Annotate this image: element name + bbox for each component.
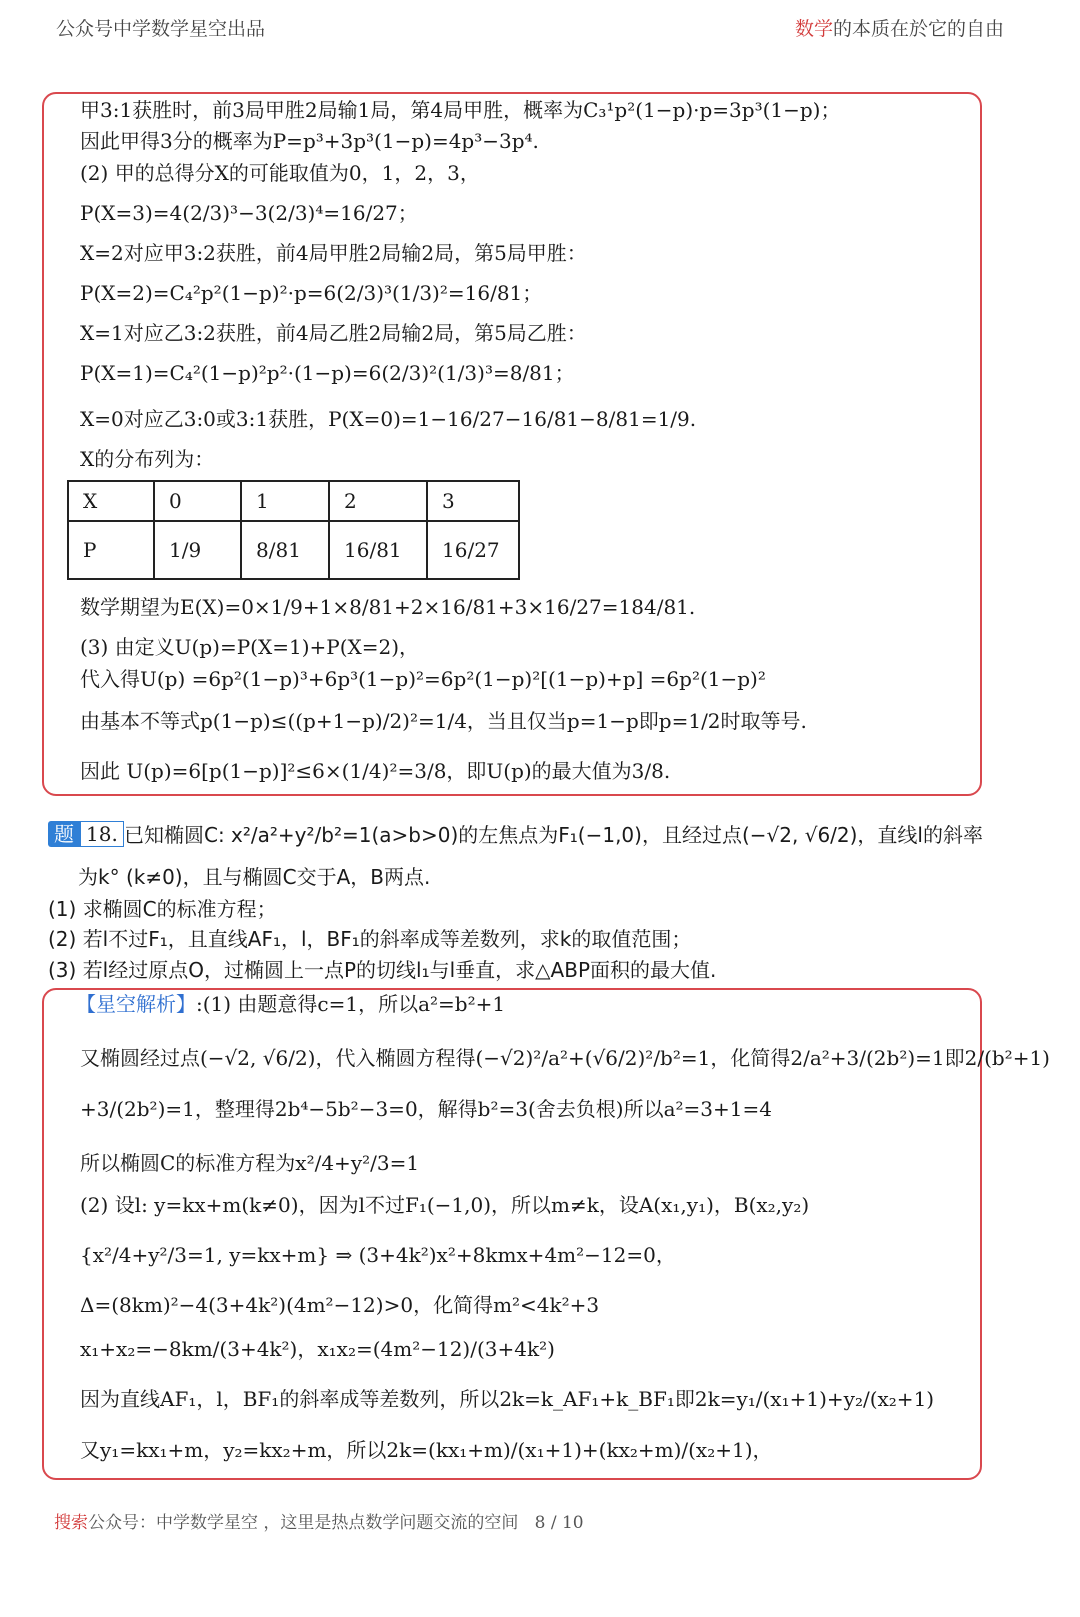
solution-line [76,991,505,1017]
solution-line: 由基本不等式p(1−p)≤((p+1−p)/2)²=1/4，当且仅当p=1−p即p=1/2时取等号. [80,709,807,733]
table-cell: X [68,481,154,521]
table-cell: 16/27 [427,521,519,579]
analysis-label: 【星空解析】 [76,992,196,1016]
analysis-text: :(1) 由题意得c=1，所以a²=b²+1 [196,992,506,1016]
solution-line: P(X=2)=C₄²p²(1−p)²·p=6(2/3)³(1/3)²=16/81； [80,281,543,305]
solution-line: X=0对应乙3:0或3:1获胜，P(X=0)=1−16/27−16/81−8/81=1/9. [80,407,697,431]
table-cell: 8/81 [241,521,329,579]
page-number: 8 / 10 [534,1513,584,1533]
solution-line: (2) 甲的总得分X的可能取值为0，1，2，3， [80,161,480,185]
problem-statement: 为k° (k≠0)，且与椭圆C交于A，B两点. [78,865,431,889]
problem-number: 18. [80,821,124,847]
solution-line: 因此甲得3分的概率为P=p³+3p³(1−p)=4p³−3p⁴. [80,129,539,153]
solution-line: 又y₁=kx₁+m，y₂=kx₂+m，所以2k=(kx₁+m)/(x₁+1)+(kx₂+m)/(x₂+1)， [80,1438,773,1462]
header-accent: 数学 [794,18,833,40]
header-left-text: 公众号中学数学星空出品 [56,18,266,40]
solution-line: X=1对应乙3:2获胜，前4局乙胜2局输2局，第5局乙胜： [80,321,587,345]
table-cell: 2 [329,481,427,521]
table-cell: 0 [154,481,241,521]
problem-statement: 已知椭圆C: x²/a²+y²/b²=1(a>b>0)的左焦点为F₁(−1,0)，且经过点(−√2, √6/2)，直线l的斜率 [124,823,983,847]
problem-part-3: (3) 若l经过原点O，过椭圆上一点P的切线l₁与l垂直，求△ABP面积的最大值. [48,958,717,982]
table-cell: P [68,521,154,579]
table-cell: 1 [241,481,329,521]
problem-tag: 题 [48,821,80,847]
problem-badge [48,820,124,848]
table-row [68,521,519,579]
solution-line: {x²/4+y²/3=1, y=kx+m} ⇒ (3+4k²)x²+8kmx+4m²−12=0， [80,1243,676,1267]
solution-line: (3) 由定义U(p)=P(X=1)+P(X=2)， [80,635,420,659]
solution-line: 甲3:1获胜时，前3局甲胜2局输1局，第4局甲胜，概率为C₃¹p²(1−p)·p=3p³(1−p)； [80,98,841,122]
solution-line: X的分布列为： [80,447,215,471]
solution-line: Δ=(8km)²−4(3+4k²)(4m²−12)>0，化简得m²<4k²+3 [80,1293,600,1317]
solution-line: X=2对应甲3:2获胜，前4局甲胜2局输2局，第5局甲胜： [80,241,587,265]
solution-line: 又椭圆经过点(−√2, √6/2)，代入椭圆方程得(−√2)²/a²+(√6/2)²/b²=1，化简得2/a²+3/(2b²)=1即2/(b²+1) [80,1046,1050,1070]
solution-line: 数学期望为E(X)=0×1/9+1×8/81+2×16/81+3×16/27=184/81. [80,595,696,619]
problem-part-1: (1) 求椭圆C的标准方程； [48,897,277,921]
table-row [68,481,519,521]
table-cell: 1/9 [154,521,241,579]
header-right-rest: 的本质在於它的自由 [832,18,1004,40]
solution-line: x₁+x₂=−8km/(3+4k²)，x₁x₂=(4m²−12)/(3+4k²) [80,1337,555,1361]
header-right-text [795,14,1004,41]
problem-part-2: (2) 若l不过F₁，且直线AF₁，l，BF₁的斜率成等差数列，求k的取值范围； [48,927,692,951]
solution-line: 因此 U(p)=6[p(1−p)]²≤6×(1/4)²=3/8，即U(p)的最大值为3/8. [80,759,671,783]
page-footer [54,1508,584,1533]
solution-line: 所以椭圆C的标准方程为x²/4+y²/3=1 [80,1151,420,1175]
footer-text: 公众号：中学数学星空 ，这里是热点数学问题交流的空间 [88,1513,519,1533]
solution-line: +3/(2b²)=1，整理得2b⁴−5b²−3=0，解得b²=3(舍去负根)所以a²=3+1=4 [80,1097,772,1121]
solution-line: P(X=3)=4(2/3)³−3(2/3)⁴=16/27； [80,201,418,225]
table-cell: 16/81 [329,521,427,579]
solution-line: (2) 设l: y=kx+m(k≠0)，因为l不过F₁(−1,0)，所以m≠k，设A(x₁,y₁)，B(x₂,y₂) [80,1193,810,1217]
solution-line: 因为直线AF₁，l，BF₁的斜率成等差数列，所以2k=k_AF₁+k_BF₁即2k=y₁/(x₁+1)+y₂/(x₂+1) [80,1387,935,1411]
footer-search: 搜索 [54,1513,88,1533]
solution-line: P(X=1)=C₄²(1−p)²p²·(1−p)=6(2/3)²(1/3)³=8/81； [80,361,575,385]
solution-line: 代入得U(p) =6p²(1−p)³+6p³(1−p)²=6p²(1−p)²[(1−p)+p] =6p²(1−p)² [80,667,766,691]
table-cell: 3 [427,481,519,521]
distribution-table [67,480,520,580]
page-header [56,14,1004,44]
